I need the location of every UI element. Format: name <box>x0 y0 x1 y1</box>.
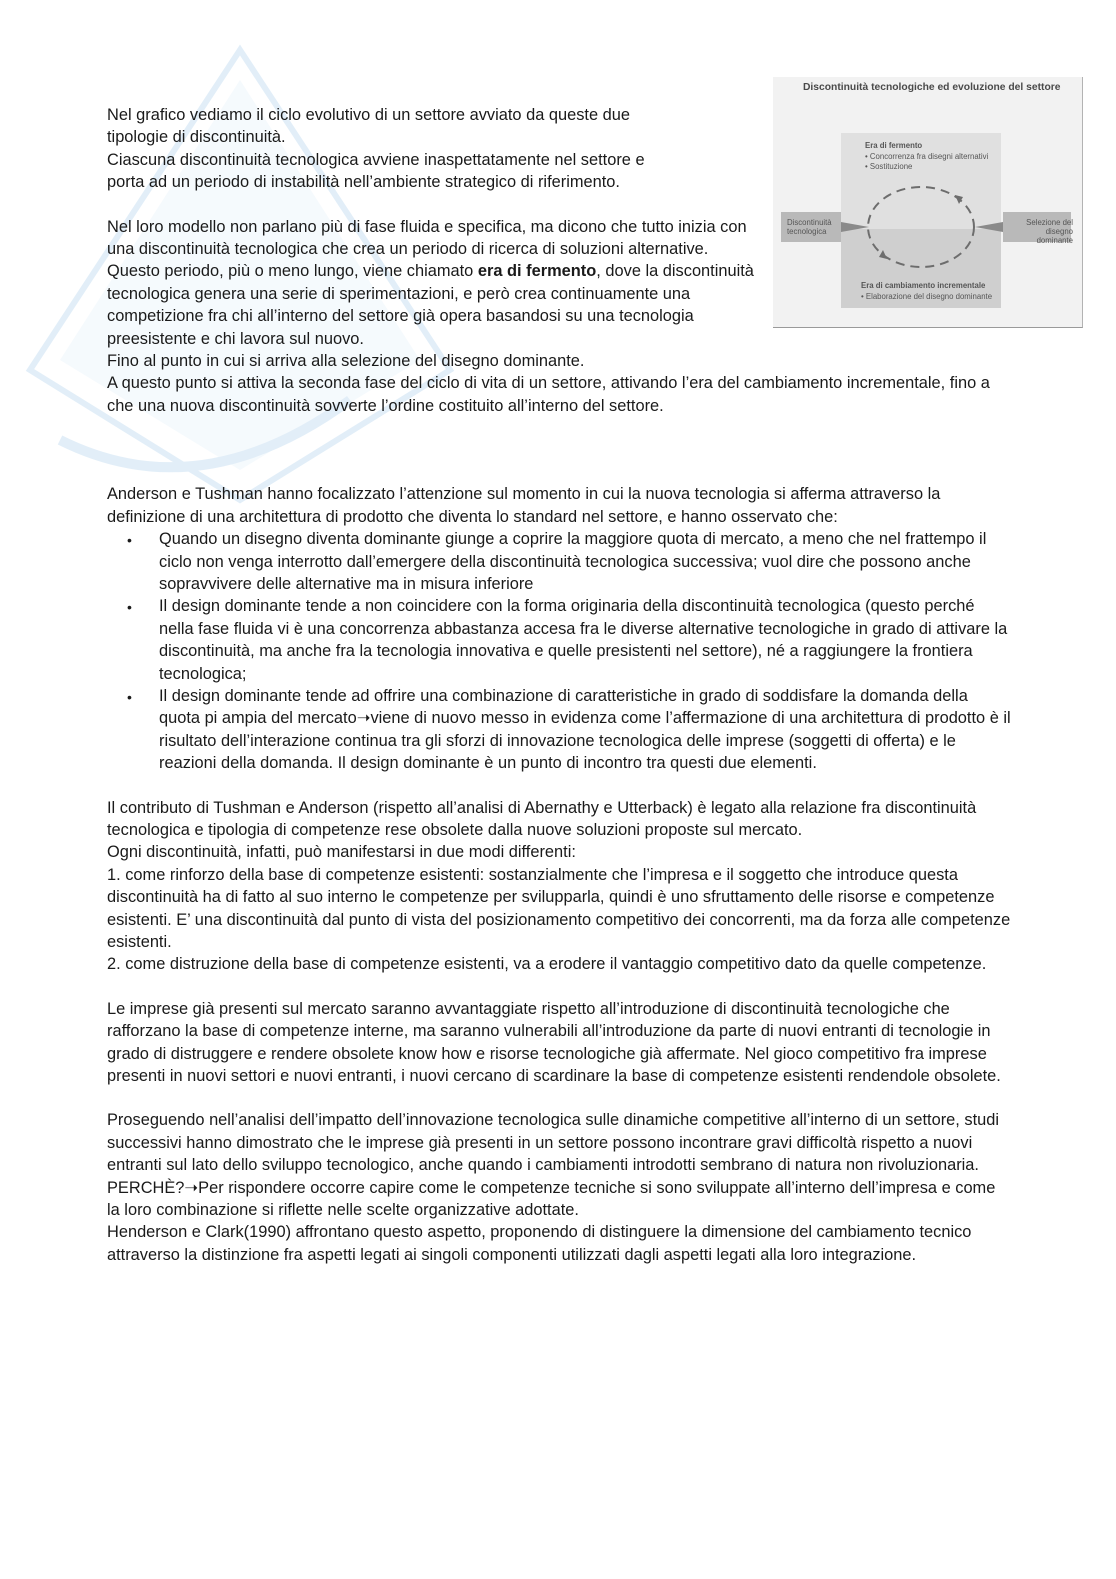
bullet-item: • Il design dominante tende ad offrire una combinazione di caratteristiche in grado di soddisfare la domanda della quota pi ampia del mercato➝viene di nuovo messo in evidenza come l’affermazione di una architettura di prodotto è il risultato dell’interazione continua tra gli sforzi di innovazione tecnologica delle imprese (soggetti di offerta) e le reazioni della domanda. Il design dominante è un punto di incontro tra questi due elementi. <box>159 685 1012 775</box>
anderson-bullet-list <box>107 528 1012 774</box>
tushman-paragraph: 1. come rinforzo della base di competenze esistenti: sostanzialmente che l’impresa e il soggetto che introduce questa discontinuità ha di fatto al suo interno le competenze per svilupparla, quindi è uno sfruttamento delle risorse e competenze esistenti. E’ una discontinuità dal punto di vista del posizionamento competitivo dei concorrenti, ma da forza alle competenze esistenti. <box>107 865 1011 951</box>
era-incrementale-item: • Elaborazione del disegno dominante <box>861 292 993 301</box>
era-incrementale-title: Era di cambiamento incrementale <box>861 281 986 290</box>
bullet-item: • Il design dominante tende a non coincidere con la forma originaria della discontinuità tecnologica (questo perché nella fase fluida vi è una concorrenza abbastanza accesa fra le diverse alternative tecnologiche in grado di attivare la discontinuità, ma anche fra la tecnologia innovativa e quelle presistenti nel settore), né a raggiungere la frontiera tecnologica; <box>159 595 1012 685</box>
proseguendo-paragraph: Proseguendo nell’analisi dell’impatto dell’innovazione tecnologica sulle dinamiche competitive all’interno di un settore, studi successivi hanno dimostrato che le imprese già presenti in un settore possono incontrare gravi difficoltà rispetto a nuovi entranti sul lato dello sviluppo tecnologico, anche quando i cambiamenti introdotti sembrano di natura non rivoluzionaria. <box>107 1111 999 1175</box>
era-fermento-title: Era di fermento <box>865 141 923 150</box>
intro-paragraph-model: Nel loro modello non parlano più di fase fluida e specifica, ma dicono che tutto inizia con una discontinuità tecnologica che crea un periodo di ricerca di soluzioni alternative. Questo periodo, più o meno lungo, viene chiamato era di fermento, dove la discontinuità tecnologica genera una serie di sperimentazioni, e però crea continuamente una competizione fra chi all’interno del settore già opera basandosi su una tecnologia preesistente e chi lavora sul nuovo. <box>107 217 754 348</box>
intro-paragraph-incremental: A questo punto si attiva la seconda fase del ciclo di vita di un settore, attivando l’era del cambiamento incrementale, fino a che una nuova discontinuità sovverte l’ordine costituito all’interno del settore. <box>107 374 990 415</box>
era-fermento-term: era di fermento <box>477 262 597 281</box>
anderson-intro: Anderson e Tushman hanno focalizzato l’attenzione sul momento in cui la nuova tecnologia si afferma attraverso la definizione di una architettura di prodotto che diventa lo standard nel settore, e hanno osservato che: <box>107 485 941 526</box>
figure-title: Discontinuità tecnologiche ed evoluzione del settore <box>803 82 1061 93</box>
tushman-paragraph: Ogni discontinuità, infatti, può manifestarsi in due modi differenti: <box>107 843 576 862</box>
intro-line: Nel grafico vediamo il ciclo evolutivo di un settore avviato da queste due <box>107 106 630 124</box>
tushman-paragraph: 2. come distruzione della base di competenze esistenti, va a erodere il vantaggio competitivo dato da quelle competenze. <box>107 955 987 974</box>
era-fermento-item: • Concorrenza fra disegni alternativi <box>865 152 989 161</box>
selezione-label: Selezione del disegno dominante <box>1026 218 1073 245</box>
document-body <box>107 104 1012 1266</box>
intro-paragraph-selection: Fino al punto in cui si arriva alla selezione del disegno dominante. <box>107 352 585 371</box>
tushman-paragraph: Il contributo di Tushman e Anderson (rispetto all’analisi di Abernathy e Utterback) è legato alla relazione fra discontinuità tecnologica e tipologia di competenze rese obsolete dalla nuove soluzioni proposte sul mercato. <box>107 798 977 839</box>
intro-line: Ciascuna discontinuità tecnologica avviene inaspettatamente nel settore e <box>107 150 645 169</box>
bullet-item: • Quando un disegno diventa dominante giunge a coprire la maggiore quota di mercato, a meno che nel frattempo il ciclo non venga interrotto dall’emergere della discontinuità tecnologica successiva; vuol dire che possono anche sopravvivere delle alternative ma in misura inferiore <box>159 528 1012 595</box>
discontinuita-label: Discontinuità tecnologica <box>787 218 832 236</box>
intro-line: porta ad un periodo di instabilità nell’ambiente strategico di riferimento. <box>107 173 620 192</box>
intro-line: tipologie di discontinuità. <box>107 128 286 147</box>
imprese-paragraph: Le imprese già presenti sul mercato saranno avvantaggiate rispetto all’introduzione di discontinuità tecnologiche che rafforzano la base di competenze interne, ma saranno vulnerabili all’introduzione da parte di nuovi entranti di tecnologie in grado di distruggere e rendere obsolete know how e risorse tecnologiche già affermate. Nel gioco competitivo fra imprese presenti in nuovi settori e nuovi entranti, i nuovi cercano di scardinare la base di competenze esistenti rendendole obsolete. <box>107 999 1001 1086</box>
henderson-clark-paragraph: Henderson e Clark(1990) affrontano questo aspetto, proponendo di distinguere la dimensione del cambiamento tecnico attraverso la distinzione fra aspetti legati ai singoli componenti utilizzati dagli aspetti legati alla loro integrazione. <box>107 1223 972 1264</box>
perche-paragraph: PERCHÈ?➝Per rispondere occorre capire come le competenze tecniche si sono sviluppate all’interno dell’impresa e come la loro combinazione si riflette nelle scelte organizzative adottate. <box>107 1178 996 1220</box>
era-fermento-item: • Sostituzione <box>865 162 913 171</box>
